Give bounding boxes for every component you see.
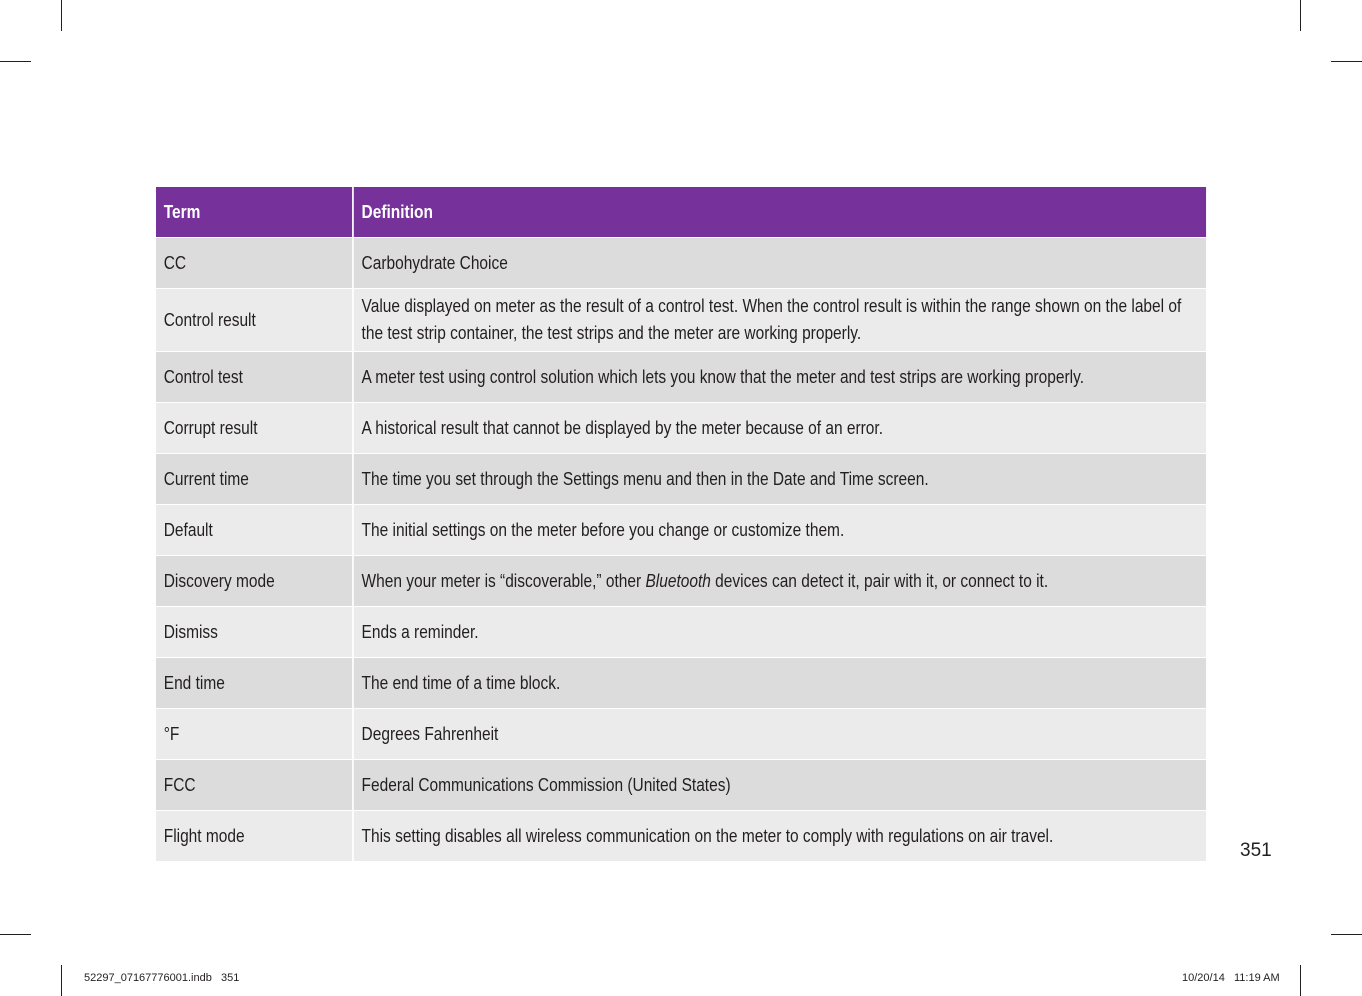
table-row xyxy=(156,505,1206,556)
definition-cell: The initial settings on the meter before you change or customize them. xyxy=(353,505,1206,556)
term-cell: °F xyxy=(156,709,353,760)
term-cell: Default xyxy=(156,505,353,556)
crop-mark xyxy=(1300,0,1301,31)
term-cell: CC xyxy=(156,238,353,289)
crop-mark xyxy=(1331,61,1362,62)
term-cell: Current time xyxy=(156,454,353,505)
table-row xyxy=(156,289,1206,352)
definition-cell xyxy=(353,556,1206,607)
column-header-definition: Definition xyxy=(353,187,1206,238)
definition-cell: Federal Communications Commission (United States) xyxy=(353,760,1206,811)
glossary-table xyxy=(156,187,1206,861)
term-cell: Corrupt result xyxy=(156,403,353,454)
definition-cell: Ends a reminder. xyxy=(353,607,1206,658)
table-row xyxy=(156,709,1206,760)
term-cell: Control result xyxy=(156,289,353,352)
definition-cell: A historical result that cannot be displayed by the meter because of an error. xyxy=(353,403,1206,454)
crop-mark xyxy=(1300,965,1301,996)
definition-text: When your meter is “discoverable,” other xyxy=(361,570,646,591)
crop-mark xyxy=(1331,934,1362,935)
table-row xyxy=(156,556,1206,607)
table-row xyxy=(156,238,1206,289)
crop-mark xyxy=(61,0,62,31)
table-row xyxy=(156,403,1206,454)
column-header-term: Term xyxy=(156,187,353,238)
term-cell: Dismiss xyxy=(156,607,353,658)
term-cell: Flight mode xyxy=(156,811,353,862)
definition-cell: The time you set through the Settings menu and then in the Date and Time screen. xyxy=(353,454,1206,505)
definition-cell: Value displayed on meter as the result of a control test. When the control result is within the range shown on the label of the test strip container, the test strips and the meter are working properly. xyxy=(353,289,1206,352)
definition-cell: The end time of a time block. xyxy=(353,658,1206,709)
print-slug-file: 52297_07167776001.indb 351 xyxy=(84,972,240,984)
table-row xyxy=(156,607,1206,658)
page-number: 351 xyxy=(1240,840,1272,861)
table-row xyxy=(156,454,1206,505)
crop-mark xyxy=(61,965,62,996)
term-cell: Control test xyxy=(156,352,353,403)
crop-mark xyxy=(0,934,31,935)
definition-cell: A meter test using control solution which lets you know that the meter and test strips are working properly. xyxy=(353,352,1206,403)
table-row xyxy=(156,760,1206,811)
table-header-row xyxy=(156,187,1206,238)
term-cell: Discovery mode xyxy=(156,556,353,607)
definition-cell: This setting disables all wireless communication on the meter to comply with regulations on air travel. xyxy=(353,811,1206,862)
definition-cell: Carbohydrate Choice xyxy=(353,238,1206,289)
term-cell: FCC xyxy=(156,760,353,811)
definition-cell: Degrees Fahrenheit xyxy=(353,709,1206,760)
bluetooth-brand-text: Bluetooth xyxy=(645,570,711,591)
table-row xyxy=(156,352,1206,403)
print-slug-date: 10/20/14 11:19 AM xyxy=(1182,972,1280,984)
term-cell: End time xyxy=(156,658,353,709)
table-row xyxy=(156,658,1206,709)
definition-text: devices can detect it, pair with it, or connect to it. xyxy=(710,570,1049,591)
crop-mark xyxy=(0,61,31,62)
table-row xyxy=(156,811,1206,862)
